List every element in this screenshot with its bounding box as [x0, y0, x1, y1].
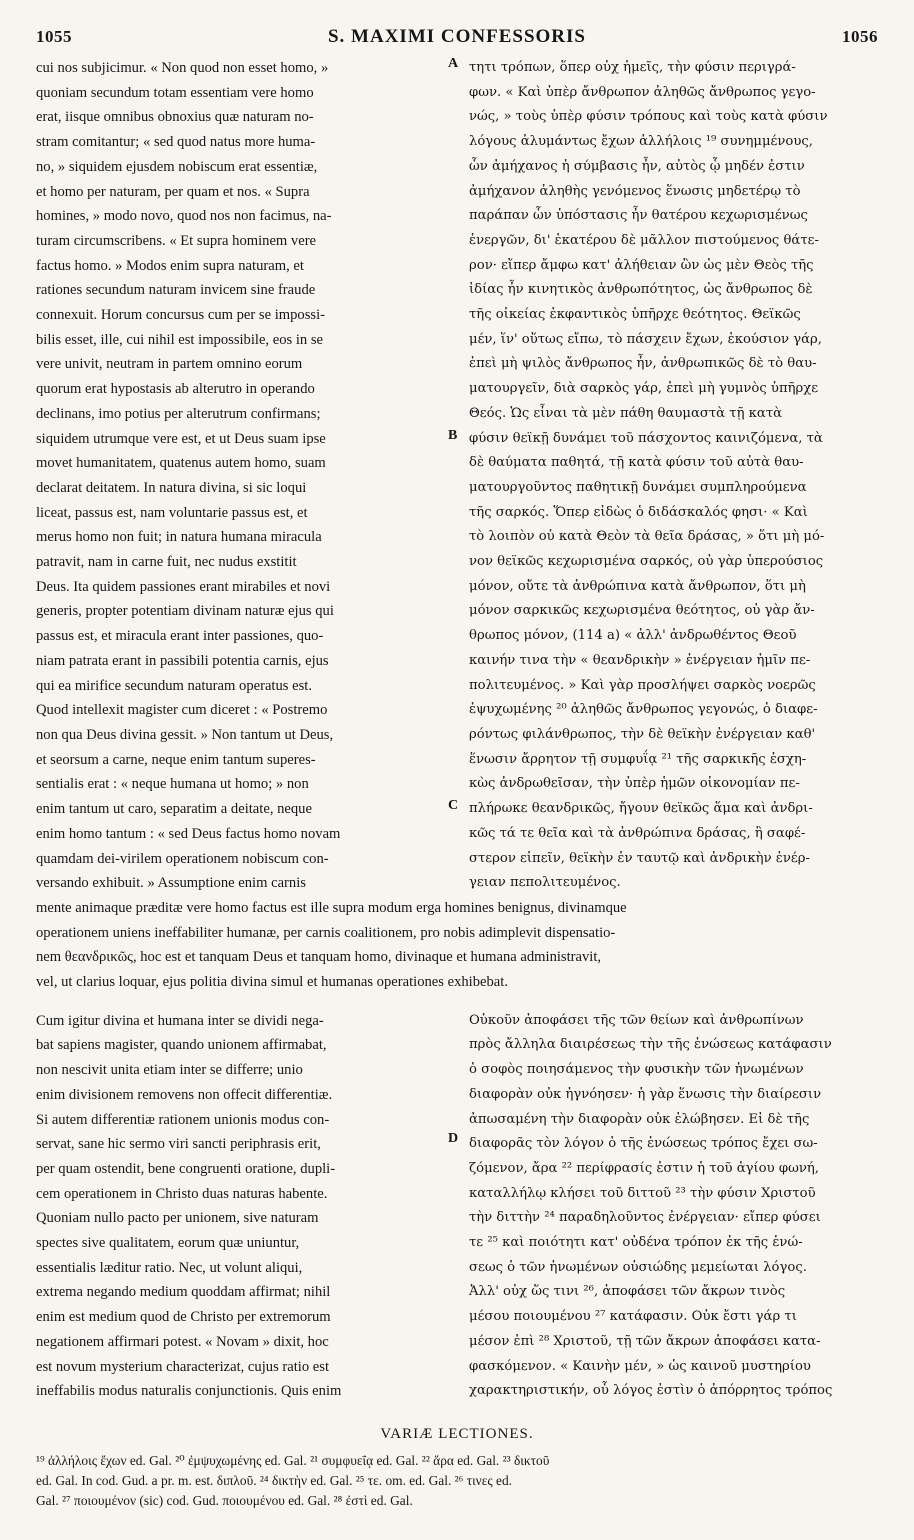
greek-line: τητι τρόπων, ὅπερ οὐχ ἡμεῖς, τὴν φύσιν περιγρά- — [469, 60, 796, 75]
greek-line: στερον εἰπεῖν, θεϊκὴν ἐν ταυτῷ καὶ ἀνδρικὴν ἐνέρ- — [469, 850, 810, 866]
greek-line: ρον· εἴπερ ἄμφω κατ' ἀλήθειαν ὢν ὡς μὲν Θεὸς τῆς — [469, 257, 814, 273]
latin-line: Quod intellexit magister cum diceret : « Postremo — [36, 702, 328, 719]
greek-line: μόνον, οὔτε τὰ ἀνθρώπινα κατὰ ἄνθρωπον, ὅτι μὴ — [469, 578, 806, 594]
greek-line: ἀμήχανον ἀληθὴς γενόμενος ἕνωσις μηδετέρῳ τὸ — [469, 183, 801, 199]
right-page-number: 1056 — [841, 27, 878, 46]
greek-line: παράπαν ὧν ὑπόστασις ἦν θατέρου κεχωρισμένως — [469, 208, 808, 224]
greek-line: γειαν πεπολιτευμένος. — [469, 875, 621, 891]
latin-line: Cum igitur divina et humana inter se dividi nega- — [36, 1012, 324, 1029]
latin-line: passus est, et miracula erant inter passiones, quo- — [36, 628, 324, 645]
marker-d: D — [448, 1130, 459, 1146]
greek-line: ἐπεὶ μὴ ψιλὸς ἄνθρωπος ἦν, ἀνθρωπικῶς δὲ τὸ θαυ- — [469, 356, 817, 372]
variae-lectiones-title: VARIÆ LECTIONES. — [380, 1425, 534, 1442]
latin-line: stram comitantur; « sed quod natus more huma- — [36, 134, 316, 151]
latin-line: non nescivit unita etiam inter se differre; unio — [36, 1062, 303, 1079]
latin-line: cem operationem in Christo duas naturas habente. — [36, 1185, 328, 1202]
latin-line: qui ea mirifice secundum naturam operatus est. — [36, 677, 312, 694]
variant-reading-line: ed. Gal. In cod. Gud. a pr. m. est. διπλοῦ. ²⁴ δικτὴν ed. Gal. ²⁵ τε. om. ed. Gal. ²⁶ τινες ed. — [36, 1472, 512, 1488]
latin-line: turam circumscribens. « Et supra hominem vere — [36, 232, 317, 249]
greek-line: χαρακτηριστικήν, οὗ λόγος ἐστὶν ὁ ἀπόρρητος τρόπος — [469, 1383, 833, 1399]
latin-line: sentialis erat : « neque humana ut homo; » non — [36, 776, 309, 793]
marker-c: C — [448, 798, 459, 813]
greek-line: Θεός. Ὡς εἶναι τὰ μὲν πάθη θαυμαστὰ τῇ κατὰ — [469, 405, 783, 421]
greek-line: διαφορὰν οὐκ ἠγνόησεν· ἡ γὰρ ἕνωσις τὴν διαίρεσιν — [469, 1086, 822, 1102]
greek-line: μέν, ἵν' οὕτως εἴπω, τὸ πάσχειν ἔχων, ἑκούσιον γάρ, — [469, 331, 822, 347]
greek-line: κῶς τά τε θεῖα καὶ τὰ ἀνθρώπινα δράσας, ἢ σαφέ- — [469, 825, 806, 841]
left-page-number: 1055 — [36, 27, 72, 46]
greek-line: ἀπωσαμένη τὴν διαφορὰν οὐκ ἐλώβησεν. Εἰ δὲ τῆς — [469, 1111, 810, 1127]
greek-line: ὁ σοφὸς ποιησάμενος τὴν φυσικὴν τῶν ἡνωμένων — [469, 1062, 804, 1078]
greek-line: τὸ λοιπὸν οὐ κατὰ Θεὸν τὰ θεῖα δράσας, » ὅτι μὴ μό- — [469, 529, 825, 545]
greek-line: πρὸς ἄλληλα διαιρέσεως τὴν τῆς ἑνώσεως κατάφασιν — [469, 1037, 832, 1053]
greek-line: καταλλήλῳ κλήσει τοῦ διττοῦ ²³ τὴν φύσιν Χριστοῦ — [469, 1185, 816, 1201]
latin-line: bat sapiens magister, quando unionem affirmabat, — [36, 1037, 327, 1054]
greek-line: τῆς σαρκός. Ὅπερ εἰδὼς ὁ διδάσκαλός φησι· « Καὶ — [469, 504, 808, 520]
full-width-line: operationem uniens ineffabiliter humanæ, per carnis coalitionem, pro nobis adimplevit dispensatio- — [36, 924, 616, 941]
variant-reading-line: Gal. ²⁷ ποιουμένον (sic) cod. Gud. ποιουμένου ed. Gal. ²⁸ ἐστὶ ed. Gal. — [36, 1492, 413, 1508]
latin-line: negationem affirmari potest. « Novam » dixit, hoc — [36, 1333, 329, 1350]
latin-line: spectes sive qualitatem, eorum quæ uniuntur, — [36, 1235, 300, 1252]
latin-line: enim homo tantum : « sed Deus factus homo novam — [36, 825, 341, 842]
full-width-line: vel, ut clarius loquar, ejus politia divina simul et humanas operationes exhibebat. — [36, 974, 508, 991]
greek-line: πλήρωκε θεανδρικῶς, ἤγουν θεϊκῶς ἅμα καὶ ἀνδρι- — [469, 801, 813, 817]
greek-line: φασκόμενον. « Καινὴν μέν, » ὡς καινοῦ μυστηρίου — [469, 1358, 811, 1374]
latin-line: Quoniam nullo pacto per unionem, sive naturam — [36, 1210, 319, 1227]
greek-line: ἰδίας ἦν κινητικὸς ἀνθρωπότητος, ὡς ἄνθρωπος δὲ — [469, 282, 813, 298]
latin-line: merus homo non fuit; in natura humana miracula — [36, 529, 322, 546]
latin-line: quamdam dei-virilem operationem nobiscum con- — [36, 850, 329, 867]
latin-line: enim est medium quod de Christo per extremorum — [36, 1309, 331, 1326]
latin-line: cui nos subjicimur. « Non quod non esset homo, » — [36, 60, 329, 76]
latin-line: erat, iisque omnibus obnoxius quæ naturam no- — [36, 109, 314, 126]
greek-line: φων. « Καὶ ὑπὲρ ἄνθρωπον ἀληθῶς ἄνθρωπος γεγο- — [469, 84, 816, 100]
latin-line: non qua Deus divina gessit. » Non tantum ut Deus, — [36, 726, 334, 743]
full-width-line: mente animaque præditæ vere homo factus est ille supra modum erga homines benignus, divinamque — [36, 899, 627, 916]
lower-columns — [36, 1009, 878, 1404]
greek-line: τῆς οἰκείας ἐκφαντικὸς ὑπῆρχε θεότητος. Θεϊκῶς — [469, 307, 801, 323]
greek-line: δὲ θαύματα παθητά, τῇ κατὰ φύσιν τοῦ αὐτὰ θαυ- — [469, 455, 804, 471]
latin-line: ineffabilis modus naturalis conjunctionis. Quis enim — [36, 1383, 342, 1400]
latin-line: Si autem differentiæ rationem unionis modus con- — [36, 1111, 330, 1128]
greek-line: κὼς ἀνδρωθεῖσαν, τὴν ὑπὲρ ἡμῶν οἰκονομίαν πε- — [469, 776, 800, 792]
latin-line: extrema negando medium quoddam affirmat; nihil — [36, 1284, 331, 1301]
latin-line: niam patrata erant in passibili potentia carnis, ejus — [36, 652, 329, 669]
latin-line: declarat deitatem. In natura divina, si sic loqui — [36, 479, 307, 496]
marker-a: A — [448, 56, 459, 71]
latin-line: siquidem utrumque vere est, et ut Deus suam ipse — [36, 430, 326, 447]
latin-line: et seorsum a carne, neque enim tantum superes- — [36, 751, 316, 768]
latin-line: generis, propter potentiam divinam naturæ ejus qui — [36, 603, 334, 620]
latin-line: Deus. Ita quidem passiones erant mirabiles et novi — [36, 578, 331, 595]
upper-columns — [36, 56, 878, 896]
greek-line: ὧν ἀμήχανος ἡ σύμβασις ἦν, αὐτὸς ᾧ μηδέν ἐστιν — [469, 158, 805, 174]
latin-line: enim tantum ut caro, separatim a deitate, neque — [36, 801, 312, 818]
latin-column-upper — [36, 56, 451, 896]
greek-line: σεως ὁ τῶν ἡνωμένων οὐσιώδης μεμείωται λόγος. — [469, 1259, 807, 1275]
latin-line: declinans, imo potius per alterutrum confirmans; — [36, 405, 321, 422]
latin-line: versando exhibuit. » Assumptione enim carnis — [36, 875, 306, 892]
greek-line: ἐνεργῶν, δι' ἑκατέρου δὲ μᾶλλον πιστούμενος θάτε- — [469, 232, 819, 248]
greek-column-upper — [451, 56, 878, 896]
greek-line: τε ²⁵ καὶ ποιότητι κατ' οὐδένα τρόπον ἐκ τῆς ἑνώ- — [469, 1235, 803, 1251]
greek-line: μέσον ἐπὶ ²⁸ Χριστοῦ, τῇ τῶν ἄκρων ἀποφάσει κατα- — [469, 1333, 821, 1349]
latin-line: per quam ostendit, bene congruenti oratione, dupli- — [36, 1160, 336, 1177]
greek-line: Ἀλλ' οὐχ ὥς τινι ²⁶, ἀποφάσει τῶν ἄκρων τινὸς — [469, 1284, 786, 1300]
greek-line: μόνον σαρκικῶς κεχωρισμένα θεότητος, οὐ γὰρ ἄν- — [469, 603, 815, 619]
latin-column-lower — [36, 1009, 451, 1404]
spacer — [36, 995, 878, 1009]
latin-line: factus homo. » Modos enim supra naturam, et — [36, 257, 304, 274]
latin-line: est novum mysterium characterizat, cujus ratio est — [36, 1358, 329, 1375]
latin-line: et homo per naturam, per quam et nos. « Supra — [36, 183, 310, 200]
greek-line: ματουργεῖν, διὰ σαρκὸς γάρ, ἐπεὶ μὴ γυμνὸς ὑπῆρχε — [469, 381, 819, 397]
latin-line: essentialis læditur ratio. Nec, ut volunt aliqui, — [36, 1259, 303, 1276]
greek-line: καινήν τινα τὴν « θεανδρικὴν » ἐνέργειαν ἡμῖν πε- — [469, 652, 811, 668]
latin-line: rationes secundum naturam invicem sine fraude — [36, 282, 316, 299]
latin-line: connexuit. Horum concursus cum per se impossi- — [36, 307, 325, 324]
greek-line: νον θεϊκῶς κεχωρισμένα σαρκός, οὐ γὰρ ὑπερούσιος — [469, 554, 824, 570]
running-title: S. MAXIMI CONFESSORIS — [327, 26, 586, 47]
greek-line: θρωπος μόνον, (114 a) « ἀλλ' ἀνδρωθέντος Θεοῦ — [469, 628, 797, 644]
greek-column-lower — [451, 1009, 878, 1404]
greek-line: ρόντως φιλάνθρωπος, τὴν δὲ θεϊκὴν ἐνέργειαν καθ' — [469, 726, 816, 742]
greek-line: ζόμενον, ἄρα ²² περίφρασίς ἐστιν ἡ τοῦ ἁγίου φωνή, — [469, 1160, 819, 1176]
variae-lectiones-notes — [36, 1451, 878, 1511]
latin-line: quorum erat hypostasis ab alterutro in operando — [36, 381, 315, 398]
greek-line: φύσιν θεϊκῇ δυνάμει τοῦ πάσχοντος καινιζόμενα, τὰ — [469, 430, 823, 446]
greek-line: ἕνωσιν ἄρρητον τῇ συμφυΐᾳ ²¹ τῆς σαρκικῆς ἐσχη- — [469, 751, 807, 767]
latin-line: patravit, nam in carne fuit, nec nudus exstitit — [36, 554, 297, 571]
latin-line: homines, » modo novo, quod nos non facimus, na- — [36, 208, 332, 225]
greek-line: πολιτευμένος. » Καὶ γὰρ προσλήψει σαρκὸς νοερῶς — [469, 677, 816, 693]
greek-line: ἐψυχωμένης ²⁰ ἀληθῶς ἄνθρωπος γεγονώς, ὁ διαφε- — [469, 702, 818, 718]
greek-line: Οὐκοῦν ἀποφάσει τῆς τῶν θείων καὶ ἀνθρωπίνων — [469, 1012, 804, 1028]
greek-line: τὴν διττὴν ²⁴ παραδηλοῦντος ἐνέργειαν· εἴπερ φύσει — [469, 1210, 821, 1226]
full-width-line: nem θεανδρικῶς, hoc est et tanquam Deus et tanquam homo, divinaque et humana administravit, — [36, 949, 602, 966]
latin-line: enim divisionem removens non offecit differentiæ. — [36, 1086, 333, 1103]
greek-line: μέσου ποιουμένου ²⁷ κατάφασιν. Οὐκ ἔστι γάρ τι — [469, 1309, 797, 1325]
greek-line: διαφορᾶς τὸν λόγον ὁ τῆς ἑνώσεως τρόπος ἔχει σω- — [469, 1136, 818, 1152]
full-width-latin — [36, 896, 878, 995]
latin-line: liceat, passus est, nam voluntarie passus est, et — [36, 504, 308, 521]
running-header — [36, 26, 878, 56]
latin-line: movet humanitatem, quatenus autem homo, suam — [36, 455, 326, 472]
variant-reading-line: ¹⁹ ἀλλήλοις ἔχων ed. Gal. ²⁰ ἐμψυχωμένης ed. Gal. ²¹ συμφυεΐᾳ ed. Gal. ²² ἄρα ed. Gal. ²³ δικτοῦ — [36, 1452, 550, 1468]
latin-line: bilis esset, ille, cui nihil est impossibile, eos in se — [36, 331, 323, 348]
latin-line: quoniam secundum totam essentiam vere homo — [36, 84, 314, 101]
latin-line: vere univit, neutram in partem omnino eorum — [36, 356, 303, 373]
greek-line: ματουργοῦντος παθητικῇ δυνάμει συμπληρούμενα — [469, 479, 807, 495]
greek-line: λόγους ἀλυμάντως ἔχων ἀλλήλοις ¹⁹ συνημμένους, — [469, 134, 813, 150]
latin-line: no, » siquidem ejusdem nobiscum erat essentiæ, — [36, 158, 318, 175]
marker-b: B — [448, 428, 458, 443]
latin-line: servat, sane hic sermo viri sancti periphrasis erit, — [36, 1136, 321, 1153]
greek-line: νώς, » τοὺς ὑπὲρ φύσιν τρόπους καὶ τοὺς κατὰ φύσιν — [469, 109, 828, 125]
